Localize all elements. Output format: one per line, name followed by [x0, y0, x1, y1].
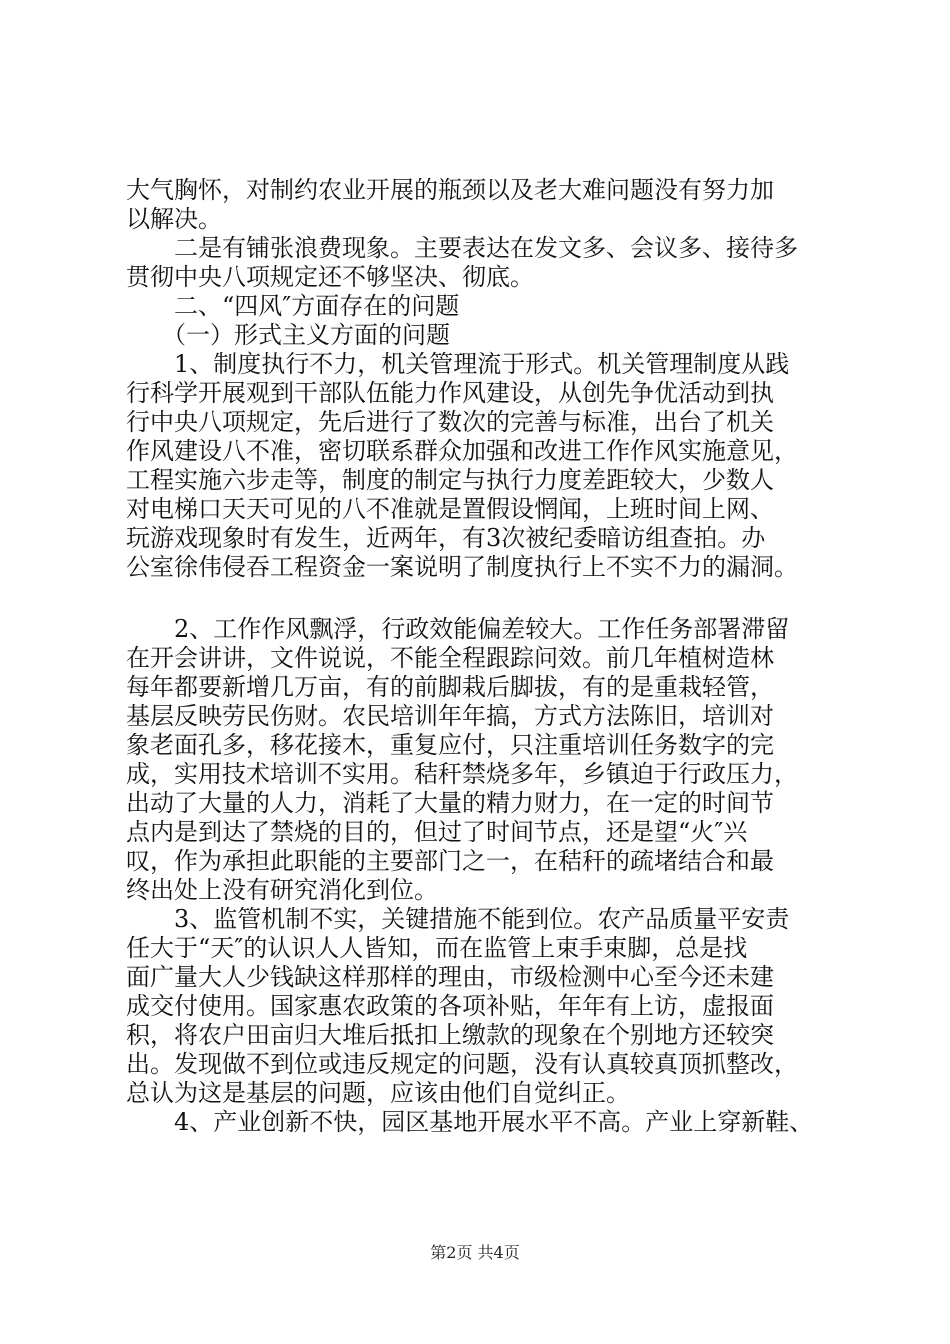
text-line: 1、制度执行不力，机关管理流于形式。机关管理制度从践	[126, 350, 790, 378]
text-line: 每年都要新增几万亩，有的前脚栽后脚拔，有的是重栽轻管，	[126, 673, 774, 701]
text-line: 公室徐伟侵吞工程资金一案说明了制度执行上不实不力的漏洞。	[126, 553, 798, 581]
text-line: 积，将农户田亩归大堆后抵扣上缴款的现象在个别地方还较突	[126, 1021, 774, 1049]
text-line: 贯彻中央八项规定还不够坚决、彻底。	[126, 263, 534, 291]
text-line: 叹，作为承担此职能的主要部门之一，在秸秆的疏堵结合和最	[126, 847, 774, 875]
text-line: 对电梯口天天可见的八不准就是置假设惘闻，上班时间上网、	[126, 495, 774, 523]
paragraph-gap	[126, 582, 854, 615]
text-line: 二是有铺张浪费现象。主要表达在发文多、会议多、接待多	[126, 234, 798, 262]
text-line: 成交付使用。国家惠农政策的各项补贴，年年有上访，虚报面	[126, 992, 774, 1020]
text-line: 基层反映劳民伤财。农民培训年年搞，方式方法陈旧，培训对	[126, 702, 774, 730]
text-line: 总认为这是基层的问题，应该由他们自觉纠正。	[126, 1079, 630, 1107]
text-line: 以解决。	[126, 205, 222, 233]
text-line: 3、监管机制不实，关键措施不能到位。农产品质量平安责	[126, 905, 790, 933]
text-line: 在开会讲讲，文件说说，不能全程跟踪问效。前几年植树造林	[126, 644, 774, 672]
text-line: 行中央八项规定，先后进行了数次的完善与标准，出台了机关	[126, 408, 774, 436]
section-heading: 二、“四风″方面存在的问题	[126, 292, 460, 320]
text-line: 出。发现做不到位或违反规定的问题，没有认真较真顶抓整改，	[126, 1050, 798, 1078]
subsection-heading: （一）形式主义方面的问题	[126, 321, 450, 349]
text-line: 大气胸怀，对制约农业开展的瓶颈以及老大难问题没有努力加	[126, 176, 774, 204]
text-line: 4、产业创新不快，园区基地开展水平不高。产业上穿新鞋、	[126, 1108, 814, 1136]
text-line: 工程实施六步走等，制度的制定与执行力度差距较大，少数人	[126, 466, 774, 494]
page-footer: 第2页 共4页	[430, 1243, 520, 1262]
text-line: 行科学开展观到干部队伍能力作风建设，从创先争优活动到执	[126, 379, 774, 407]
text-line: 象老面孔多，移花接木，重复应付，只注重培训任务数字的完	[126, 731, 774, 759]
text-line: 成，实用技术培训不实用。秸秆禁烧多年，乡镇迫于行政压力，	[126, 760, 798, 788]
text-line: 任大于“天″的认识人人皆知，而在监管上束手束脚，总是找	[126, 934, 748, 962]
text-line: 终出处上没有研究消化到位。	[126, 876, 438, 904]
text-line: 出动了大量的人力，消耗了大量的精力财力，在一定的时间节	[126, 789, 774, 817]
text-line: 玩游戏现象时有发生，近两年，有3次被纪委暗访组查拍。办	[126, 524, 766, 552]
text-line: 作风建设八不准，密切联系群众加强和改进工作作风实施意见，	[126, 437, 798, 465]
text-line: 2、工作作风飘浮，行政效能偏差较大。工作任务部署滞留	[126, 615, 790, 643]
text-line: 点内是到达了禁烧的目的，但过了时间节点，还是望“火″兴	[126, 818, 748, 846]
text-line: 面广量大人少钱缺这样那样的理由，市级检测中心至今还未建	[126, 963, 774, 991]
document-body	[126, 176, 854, 1137]
